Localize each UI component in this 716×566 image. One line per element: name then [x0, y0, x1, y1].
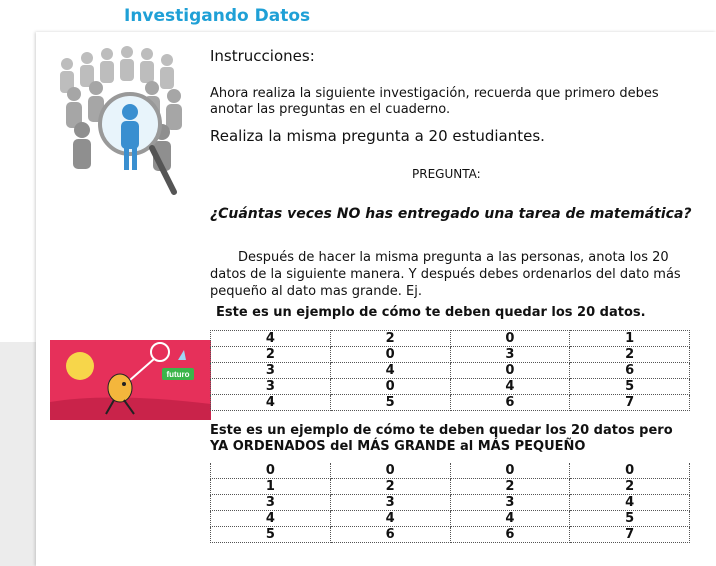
table-cell: 2 [211, 347, 331, 363]
table-cell: 4 [211, 331, 331, 347]
futuro-banner-image [50, 340, 211, 420]
table-row [211, 363, 690, 379]
table-cell: 3 [211, 495, 331, 511]
table-cell: 4 [330, 511, 450, 527]
example1-caption: Este es un ejemplo de cómo te deben quedar los 20 datos. [216, 305, 646, 320]
table-cell: 5 [211, 527, 331, 543]
instructions-heading: Instrucciones: [210, 47, 315, 65]
table-cell: 6 [330, 527, 450, 543]
table-row [211, 463, 690, 479]
question-text: ¿Cuántas veces NO has entregado una tarea de matemática? [210, 206, 692, 222]
table-cell: 4 [570, 495, 690, 511]
table-cell: 4 [211, 395, 331, 411]
table-cell: 6 [450, 527, 570, 543]
table-cell: 6 [450, 395, 570, 411]
example1-table [210, 330, 690, 411]
example2-caption: Este es un ejemplo de cómo te deben quedar los 20 datos pero YA ORDENADOS del MÁS GRANDE al MÁS PEQUEÑO [210, 423, 673, 454]
table-cell: 2 [570, 479, 690, 495]
table-cell: 0 [330, 347, 450, 363]
table-cell: 3 [211, 363, 331, 379]
table-cell: 2 [330, 479, 450, 495]
table-cell: 1 [570, 331, 690, 347]
table-cell: 3 [450, 347, 570, 363]
table-cell: 0 [570, 463, 690, 479]
table-cell: 5 [570, 379, 690, 395]
table-row [211, 479, 690, 495]
table-cell: 3 [450, 495, 570, 511]
table-cell: 6 [570, 363, 690, 379]
table-cell: 7 [570, 527, 690, 543]
table-row [211, 527, 690, 543]
table-cell: 2 [450, 479, 570, 495]
instructions-task: Realiza la misma pregunta a 20 estudiantes. [210, 127, 545, 145]
table-cell: 2 [570, 347, 690, 363]
table-cell: 4 [330, 363, 450, 379]
table-cell: 2 [330, 331, 450, 347]
table-row [211, 379, 690, 395]
table-cell: 0 [450, 331, 570, 347]
instructions-body: Ahora realiza la siguiente investigación, recuerda que primero debes anotar las preguntas en el cuaderno. [210, 86, 659, 117]
table-cell: 0 [450, 463, 570, 479]
table-cell: 0 [330, 379, 450, 395]
explanation-text [210, 249, 685, 300]
table-cell: 7 [570, 395, 690, 411]
table-cell: 5 [570, 511, 690, 527]
question-label: PREGUNTA: [412, 167, 481, 181]
table-row [211, 511, 690, 527]
table-cell: 5 [330, 395, 450, 411]
table-cell: 4 [450, 511, 570, 527]
table-row [211, 331, 690, 347]
table-row [211, 495, 690, 511]
table-cell: 0 [211, 463, 331, 479]
example2-table [210, 463, 690, 543]
page-title: Investigando Datos [124, 6, 311, 26]
table-row [211, 395, 690, 411]
table-cell: 4 [450, 379, 570, 395]
people-magnifier-illustration [52, 44, 202, 204]
table-cell: 3 [330, 495, 450, 511]
table-cell: 0 [450, 363, 570, 379]
banner-badge-text: futuro [166, 370, 190, 379]
table-cell: 1 [211, 479, 331, 495]
table-cell: 3 [211, 379, 331, 395]
table-cell: 4 [211, 511, 331, 527]
table-row [211, 347, 690, 363]
explanation-body: Después de hacer la misma pregunta a las personas, anota los 20 datos de la siguiente manera. Y después debes ordenarlos del dato más pequeño al dato mas grande. Ej. [210, 250, 681, 299]
table-cell: 0 [330, 463, 450, 479]
